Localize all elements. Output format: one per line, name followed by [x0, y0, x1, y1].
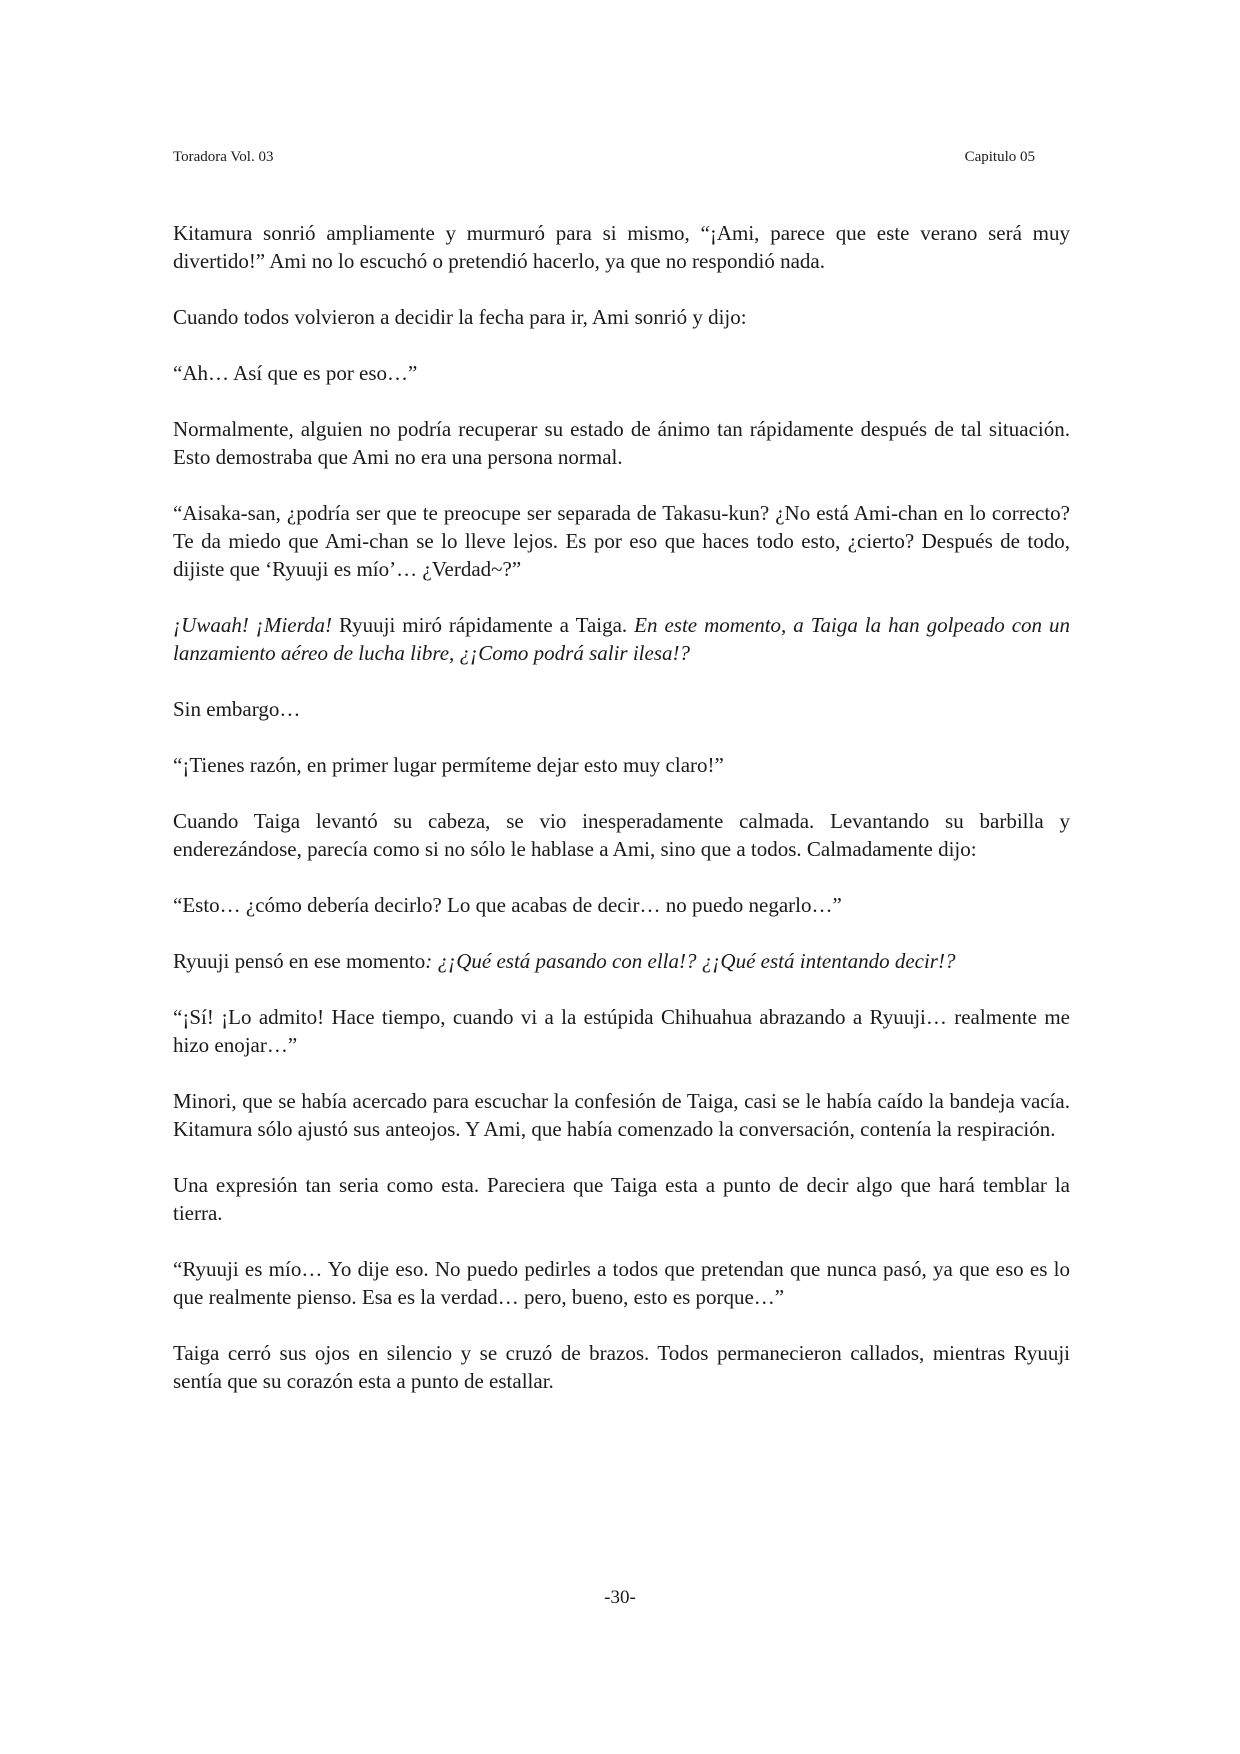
paragraph: “Esto… ¿cómo debería decirlo? Lo que acabas de decir… no puedo negarlo…” [173, 893, 842, 917]
paragraph-italic-segment: : ¿¡Qué está pasando con ella!? ¿¡Qué está intentando decir!? [425, 949, 956, 973]
paragraph: Kitamura sonrió ampliamente y murmuró para si mismo, “¡Ami, parece que este verano será muy divertido!” Ami no lo escuchó o pretendió hacerlo, ya que no respondió nada. [173, 221, 1070, 273]
paragraph [173, 611, 1070, 667]
paragraph: “Ah… Así que es por eso…” [173, 361, 418, 385]
paragraph-italic-segment: En este momento, a Taiga la han golpeado con un lanzamiento aéreo de lucha libre, ¿¡Como podrá salir ilesa!? [173, 613, 1071, 665]
page-number: -30- [604, 1587, 636, 1608]
paragraph: “¡Sí! ¡Lo admito! Hace tiempo, cuando vi a la estúpida Chihuahua abrazando a Ryuuji… realmente me hizo enojar…” [173, 1005, 1070, 1057]
paragraph: “Ryuuji es mío… Yo dije eso. No puedo pedirles a todos que pretendan que nunca pasó, ya que eso es lo que realmente pienso. Esa es la verdad… pero, bueno, esto es porque…” [173, 1257, 1070, 1309]
paragraph-segment: Ryuuji pensó en ese momento [173, 949, 426, 973]
paragraph: Taiga cerró sus ojos en silencio y se cruzó de brazos. Todos permanecieron callados, mientras Ryuuji sentía que su corazón esta a punto de estallar. [173, 1341, 1070, 1393]
paragraph: Cuando todos volvieron a decidir la fecha para ir, Ami sonrió y dijo: [173, 305, 747, 329]
paragraph: Sin embargo… [173, 697, 301, 721]
paragraph: Normalmente, alguien no podría recuperar su estado de ánimo tan rápidamente después de tal situación. Esto demostraba que Ami no era una persona normal. [173, 417, 1070, 469]
paragraph: Minori, que se había acercado para escuchar la confesión de Taiga, casi se le había caído la bandeja vacía. Kitamura sólo ajustó sus anteojos. Y Ami, que había comenzado la conversación, contenía la respiración. [173, 1089, 1070, 1141]
page-header [173, 145, 1035, 169]
paragraph: Cuando Taiga levantó su cabeza, se vio inesperadamente calmada. Levantando su barbilla y enderezándose, parecía como si no sólo le hablase a Ami, sino que a todos. Calmadamente dijo: [173, 809, 1070, 861]
paragraph-italic-segment: ¡Uwaah! ¡Mierda! [173, 613, 333, 637]
header-book-title: Toradora Vol. 03 [173, 149, 274, 165]
paragraph: “¡Tienes razón, en primer lugar permíteme dejar esto muy claro!” [173, 753, 724, 777]
paragraph: “Aisaka-san, ¿podría ser que te preocupe ser separada de Takasu-kun? ¿No está Ami-chan en lo correcto? Te da miedo que Ami-chan se lo lleve lejos. Es por eso que haces todo esto, ¿cierto? Después de todo, dijiste que ‘Ryuuji es mío’… ¿Verdad~?” [173, 501, 1070, 581]
header-chapter: Capitulo 05 [964, 149, 1035, 165]
paragraph-segment: Ryuuji miró rápidamente a Taiga. [332, 613, 635, 637]
paragraph: Una expresión tan seria como esta. Pareciera que Taiga esta a punto de decir algo que hará temblar la tierra. [173, 1173, 1070, 1225]
paragraph [173, 947, 1070, 975]
document-body [173, 219, 1070, 1423]
